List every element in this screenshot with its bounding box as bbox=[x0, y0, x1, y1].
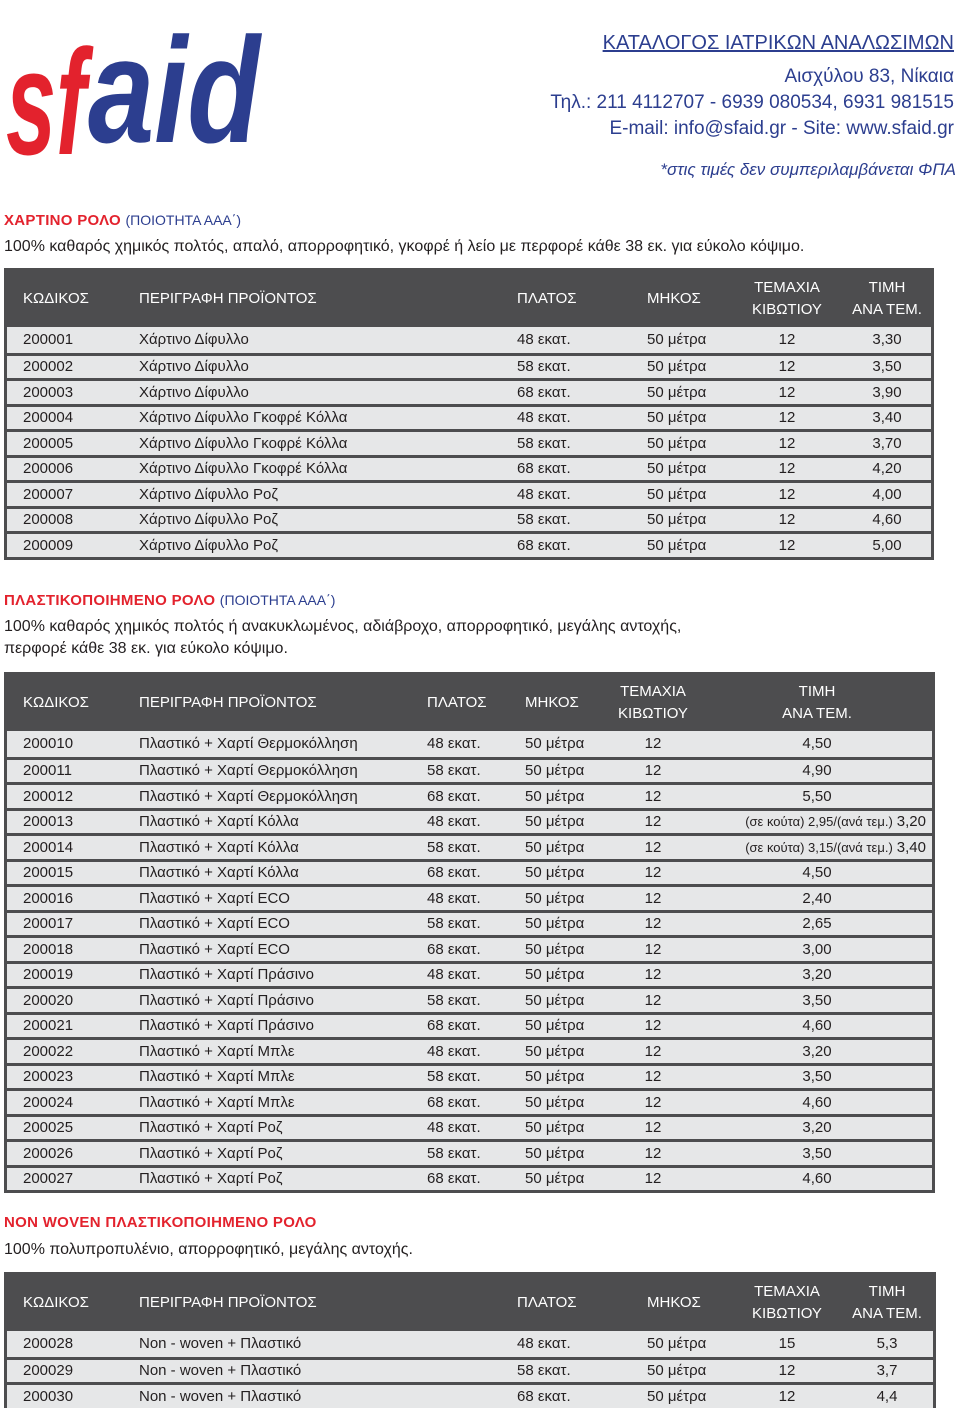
cell-pieces: 12 bbox=[778, 331, 796, 349]
cell-desc: Πλαστικό + Χαρτί Πράσινο bbox=[139, 1017, 314, 1035]
cell-pieces: 12 bbox=[644, 1119, 662, 1137]
section-title-paper-roll bbox=[4, 212, 241, 229]
cell-length: 50 μέτρα bbox=[525, 1017, 585, 1035]
cell-desc: Χάρτινο Δίφυλλο Γκοφρέ Κόλλα bbox=[139, 409, 348, 427]
cell-width: 58 εκατ. bbox=[427, 1144, 481, 1162]
section-description bbox=[4, 616, 681, 660]
cell-width: 68 εκατ. bbox=[427, 787, 481, 805]
cell-price: 3,30 bbox=[872, 331, 902, 349]
cell-desc: Χάρτινο Δίφυλλο bbox=[139, 383, 249, 401]
cell-code: 200005 bbox=[23, 434, 74, 452]
cell-desc: Πλαστικό + Χαρτί Πράσινο bbox=[139, 966, 314, 984]
cell-width: 68 εκατ. bbox=[517, 383, 571, 401]
cell-pieces: 12 bbox=[644, 1144, 662, 1162]
column-header-width: ΠΛΑΤΟΣ bbox=[517, 290, 577, 307]
cell-pieces: 12 bbox=[644, 787, 662, 805]
price-note: (σε κούτα) 3,15/(ανά τεμ.) bbox=[745, 839, 893, 855]
cell-pieces: 12 bbox=[644, 966, 662, 984]
cell-pieces: 12 bbox=[644, 762, 662, 780]
cell-width: 48 εκατ. bbox=[427, 966, 481, 984]
cell-desc: Χάρτινο Δίφυλλο Ροζ bbox=[139, 536, 278, 554]
table-row bbox=[7, 1037, 932, 1063]
cell-price: 3,00 bbox=[802, 940, 832, 958]
cell-price: 3,40 bbox=[872, 409, 902, 427]
cell-code: 200030 bbox=[23, 1387, 74, 1405]
cell-code: 200001 bbox=[23, 331, 74, 349]
cell-desc: Χάρτινο Δίφυλλο Ροζ bbox=[139, 485, 278, 503]
table-row bbox=[7, 782, 932, 808]
cell-code: 200013 bbox=[23, 813, 74, 831]
cell-length: 50 μέτρα bbox=[647, 1362, 707, 1380]
cell-price: 3,20 bbox=[802, 966, 832, 984]
cell-price: 5,50 bbox=[802, 787, 832, 805]
cell-price: 4,90 bbox=[802, 762, 832, 780]
cell-pieces: 12 bbox=[644, 1093, 662, 1111]
table-row bbox=[7, 1331, 933, 1357]
table-row bbox=[7, 757, 932, 783]
column-header-desc: ΠΕΡΙΓΡΑΦΗ ΠΡΟΪΟΝΤΟΣ bbox=[139, 290, 317, 307]
cell-width: 68 εκατ. bbox=[427, 1170, 481, 1188]
cell-price: 4,60 bbox=[802, 1017, 832, 1035]
cell-code: 200012 bbox=[23, 787, 74, 805]
cell-width: 48 εκατ. bbox=[427, 1119, 481, 1137]
table-row bbox=[7, 884, 932, 910]
cell-width: 48 εκατ. bbox=[517, 1335, 571, 1353]
cell-length: 50 μέτρα bbox=[647, 1335, 707, 1353]
cell-price: 2,40 bbox=[802, 889, 832, 907]
table-row bbox=[7, 808, 932, 834]
cell-code: 200021 bbox=[23, 1017, 74, 1035]
cell-length: 50 μέτρα bbox=[647, 383, 707, 401]
cell-desc: Χάρτινο Δίφυλλο bbox=[139, 331, 249, 349]
cell-code: 200028 bbox=[23, 1335, 74, 1353]
cell-desc: Πλαστικό + Χαρτί ECO bbox=[139, 940, 290, 958]
cell-length: 50 μέτρα bbox=[525, 1144, 585, 1162]
cell-code: 200020 bbox=[23, 991, 74, 1009]
table-header bbox=[7, 271, 931, 327]
table-row bbox=[7, 833, 932, 859]
cell-pieces: 12 bbox=[778, 1387, 796, 1405]
table-row bbox=[7, 327, 931, 353]
table-row bbox=[7, 1139, 932, 1165]
svg-text:aid: aid bbox=[88, 6, 263, 164]
cell-desc: Πλαστικό + Χαρτί Ροζ bbox=[139, 1170, 283, 1188]
cell-length: 50 μέτρα bbox=[647, 511, 707, 529]
description-line: περφορέ κάθε 38 εκ. για εύκολο κόψιμο. bbox=[4, 640, 288, 657]
cell-pieces: 12 bbox=[778, 358, 796, 376]
cell-desc: Πλαστικό + Χαρτί Κόλλα bbox=[139, 838, 299, 856]
table-row bbox=[7, 910, 932, 936]
column-header-price: ΤΙΜΗ ΑΝΑ ΤΕΜ. bbox=[852, 279, 922, 318]
cell-length: 50 μέτρα bbox=[647, 485, 707, 503]
cell-desc: Πλαστικό + Χαρτί Κόλλα bbox=[139, 813, 299, 831]
column-header-desc: ΠΕΡΙΓΡΑΦΗ ΠΡΟΪΟΝΤΟΣ bbox=[139, 694, 317, 711]
cell-code: 200007 bbox=[23, 485, 74, 503]
cell-pieces: 12 bbox=[778, 383, 796, 401]
cell-pieces: 12 bbox=[644, 1042, 662, 1060]
column-header-width: ΠΛΑΤΟΣ bbox=[427, 694, 487, 711]
cell-price: 5,3 bbox=[876, 1335, 898, 1353]
cell-width: 58 εκατ. bbox=[517, 511, 571, 529]
description-line: 100% καθαρός χημικός πολτός ή ανακυκλωμένος, αδιάβροχο, απορροφητικό, μεγάλης αντοχής, bbox=[4, 618, 682, 635]
cell-width: 58 εκατ. bbox=[427, 915, 481, 933]
cell-price: 4,60 bbox=[802, 1170, 832, 1188]
cell-pieces: 12 bbox=[644, 991, 662, 1009]
cell-code: 200027 bbox=[23, 1170, 74, 1188]
cell-length: 50 μέτρα bbox=[525, 1119, 585, 1137]
cell-pieces: 12 bbox=[778, 1362, 796, 1380]
cell-price bbox=[745, 836, 926, 859]
cell-price: 4,50 bbox=[802, 735, 832, 753]
cell-desc: Πλαστικό + Χαρτί Κόλλα bbox=[139, 864, 299, 882]
cell-price: 3,50 bbox=[802, 1068, 832, 1086]
cell-desc: Non - woven + Πλαστικό bbox=[139, 1362, 302, 1380]
cell-pieces: 12 bbox=[644, 940, 662, 958]
cell-width: 58 εκατ. bbox=[517, 434, 571, 452]
cell-code: 200006 bbox=[23, 460, 74, 478]
company-phone: Τηλ.: 211 4112707 - 6939 080534, 6931 981515 bbox=[550, 92, 954, 113]
cell-length: 50 μέτρα bbox=[525, 915, 585, 933]
cell-code: 200009 bbox=[23, 536, 74, 554]
table-row bbox=[7, 506, 931, 532]
cell-pieces: 12 bbox=[644, 1017, 662, 1035]
cell-length: 50 μέτρα bbox=[647, 536, 707, 554]
table-row bbox=[7, 480, 931, 506]
cell-width: 68 εκατ. bbox=[427, 1017, 481, 1035]
cell-price: 5,00 bbox=[872, 536, 902, 554]
cell-width: 48 εκατ. bbox=[517, 331, 571, 349]
cell-width: 68 εκατ. bbox=[517, 460, 571, 478]
cell-width: 68 εκατ. bbox=[427, 940, 481, 958]
cell-width: 58 εκατ. bbox=[427, 838, 481, 856]
table-row bbox=[7, 731, 932, 757]
table-row bbox=[7, 455, 931, 481]
cell-price: 3,50 bbox=[802, 1144, 832, 1162]
cell-desc: Πλαστικό + Χαρτί Θερμοκόλληση bbox=[139, 762, 358, 780]
cell-width: 48 εκατ. bbox=[517, 409, 571, 427]
cell-price: 3,7 bbox=[876, 1362, 898, 1380]
cell-pieces: 12 bbox=[644, 1170, 662, 1188]
cell-code: 200019 bbox=[23, 966, 74, 984]
section-title-text: ΠΛΑΣΤΙΚΟΠΟΙΗΜΕΝΟ ΡΟΛΟ bbox=[4, 592, 216, 609]
cell-desc: Πλαστικό + Χαρτί Μπλε bbox=[139, 1042, 295, 1060]
cell-length: 50 μέτρα bbox=[525, 991, 585, 1009]
table-row bbox=[7, 859, 932, 885]
products-table-nonwoven-roll bbox=[4, 1272, 936, 1408]
cell-code: 200002 bbox=[23, 358, 74, 376]
cell-price: 4,50 bbox=[802, 864, 832, 882]
cell-length: 50 μέτρα bbox=[525, 813, 585, 831]
cell-width: 48 εκατ. bbox=[517, 485, 571, 503]
cell-width: 48 εκατ. bbox=[427, 889, 481, 907]
cell-pieces: 12 bbox=[644, 1068, 662, 1086]
section-quality: (ΠΟΙΟΤΗΤΑ ΑΑΑ΄) bbox=[219, 592, 336, 608]
cell-desc: Χάρτινο Δίφυλλο Γκοφρέ Κόλλα bbox=[139, 460, 348, 478]
cell-code: 200004 bbox=[23, 409, 74, 427]
cell-price: 3,50 bbox=[802, 991, 832, 1009]
cell-length: 50 μέτρα bbox=[647, 409, 707, 427]
cell-pieces: 12 bbox=[644, 889, 662, 907]
cell-length: 50 μέτρα bbox=[647, 434, 707, 452]
vat-note: *στις τιμές δεν συμπεριλαμβάνεται ΦΠΑ bbox=[660, 160, 956, 179]
cell-desc: Non - woven + Πλαστικό bbox=[139, 1335, 302, 1353]
cell-width: 58 εκατ. bbox=[427, 1068, 481, 1086]
cell-pieces: 15 bbox=[778, 1335, 796, 1353]
products-table-paper-roll bbox=[4, 268, 934, 560]
cell-price: 3,70 bbox=[872, 434, 902, 452]
column-header-code: ΚΩΔΙΚΟΣ bbox=[23, 1294, 89, 1311]
cell-width: 48 εκατ. bbox=[427, 1042, 481, 1060]
cell-width: 48 εκατ. bbox=[427, 735, 481, 753]
cell-desc: Χάρτινο Δίφυλλο Γκοφρέ Κόλλα bbox=[139, 434, 348, 452]
cell-code: 200003 bbox=[23, 383, 74, 401]
catalog-title: ΚΑΤΑΛΟΓΟΣ ΙΑΤΡΙΚΩΝ ΑΝΑΛΩΣΙΜΩΝ bbox=[602, 32, 954, 54]
table-row bbox=[7, 1165, 932, 1191]
cell-pieces: 12 bbox=[778, 460, 796, 478]
cell-price: 3,20 bbox=[802, 1042, 832, 1060]
column-header-code: ΚΩΔΙΚΟΣ bbox=[23, 290, 89, 307]
cell-price: 4,60 bbox=[872, 511, 902, 529]
cell-price: 4,20 bbox=[872, 460, 902, 478]
cell-price: 4,4 bbox=[876, 1387, 898, 1405]
cell-code: 200029 bbox=[23, 1362, 74, 1380]
cell-length: 50 μέτρα bbox=[525, 1068, 585, 1086]
cell-desc: Πλαστικό + Χαρτί ECO bbox=[139, 915, 290, 933]
cell-code: 200018 bbox=[23, 940, 74, 958]
description-line: 100% καθαρός χημικός πολτός, απαλό, απορροφητικό, γκοφρέ ή λείο με περφορέ κάθε 38 εκ. για εύκολο κόψιμο. bbox=[4, 238, 805, 255]
cell-length: 50 μέτρα bbox=[525, 762, 585, 780]
cell-length: 50 μέτρα bbox=[525, 1042, 585, 1060]
cell-code: 200025 bbox=[23, 1119, 74, 1137]
cell-length: 50 μέτρα bbox=[525, 940, 585, 958]
cell-pieces: 12 bbox=[644, 838, 662, 856]
cell-desc: Πλαστικό + Χαρτί Θερμοκόλληση bbox=[139, 735, 358, 753]
cell-length: 50 μέτρα bbox=[525, 1170, 585, 1188]
cell-code: 200014 bbox=[23, 838, 74, 856]
cell-length: 50 μέτρα bbox=[525, 1093, 585, 1111]
cell-width: 68 εκατ. bbox=[517, 536, 571, 554]
cell-pieces: 12 bbox=[644, 864, 662, 882]
cell-desc: Χάρτινο Δίφυλλο bbox=[139, 358, 249, 376]
cell-width: 68 εκατ. bbox=[427, 1093, 481, 1111]
cell-code: 200026 bbox=[23, 1144, 74, 1162]
column-header-price: ΤΙΜΗ ΑΝΑ ΤΕΜ. bbox=[782, 683, 852, 722]
section-title-plastic-roll bbox=[4, 592, 335, 609]
company-address: Αισχύλου 83, Νίκαια bbox=[784, 66, 954, 87]
price-note: (σε κούτα) 2,95/(ανά τεμ.) bbox=[745, 814, 893, 830]
column-header-price: ΤΙΜΗ ΑΝΑ ΤΕΜ. bbox=[852, 1283, 922, 1322]
cell-price: 4,00 bbox=[872, 485, 902, 503]
cell-length: 50 μέτρα bbox=[525, 889, 585, 907]
cell-desc: Πλαστικό + Χαρτί Μπλε bbox=[139, 1068, 295, 1086]
cell-width: 48 εκατ. bbox=[427, 813, 481, 831]
cell-code: 200010 bbox=[23, 735, 74, 753]
cell-code: 200017 bbox=[23, 915, 74, 933]
table-row bbox=[7, 429, 931, 455]
table-row bbox=[7, 353, 931, 379]
cell-width: 58 εκατ. bbox=[517, 1362, 571, 1380]
cell-code: 200008 bbox=[23, 511, 74, 529]
cell-width: 58 εκατ. bbox=[427, 991, 481, 1009]
cell-desc: Πλαστικό + Χαρτί Πράσινο bbox=[139, 991, 314, 1009]
table-row bbox=[7, 1382, 933, 1408]
cell-price: 2,65 bbox=[802, 915, 832, 933]
column-header-pieces: ΤΕΜΑΧΙΑ ΚΙΒΩΤΙΟΥ bbox=[752, 279, 822, 318]
cell-length: 50 μέτρα bbox=[647, 358, 707, 376]
column-header-pieces: ΤΕΜΑΧΙΑ ΚΙΒΩΤΙΟΥ bbox=[752, 1283, 822, 1322]
cell-pieces: 12 bbox=[778, 409, 796, 427]
cell-pieces: 12 bbox=[778, 485, 796, 503]
section-description bbox=[4, 1239, 413, 1261]
table-row bbox=[7, 1088, 932, 1114]
column-header-length: ΜΗΚΟΣ bbox=[647, 290, 701, 307]
cell-desc: Πλαστικό + Χαρτί ECO bbox=[139, 889, 290, 907]
cell-price bbox=[745, 811, 926, 834]
column-header-desc: ΠΕΡΙΓΡΑΦΗ ΠΡΟΪΟΝΤΟΣ bbox=[139, 1294, 317, 1311]
cell-code: 200022 bbox=[23, 1042, 74, 1060]
cell-code: 200016 bbox=[23, 889, 74, 907]
cell-length: 50 μέτρα bbox=[525, 864, 585, 882]
column-header-width: ΠΛΑΤΟΣ bbox=[517, 1294, 577, 1311]
cell-width: 68 εκατ. bbox=[427, 864, 481, 882]
table-row bbox=[7, 935, 932, 961]
table-row bbox=[7, 1357, 933, 1383]
section-title-text: ΧΑΡΤΙΝΟ ΡΟΛΟ bbox=[4, 212, 121, 229]
column-header-length: ΜΗΚΟΣ bbox=[647, 1294, 701, 1311]
company-email-site: E-mail: info@sfaid.gr - Site: www.sfaid.gr bbox=[609, 118, 954, 139]
table-row bbox=[7, 1012, 932, 1038]
cell-length: 50 μέτρα bbox=[525, 735, 585, 753]
cell-pieces: 12 bbox=[778, 434, 796, 452]
table-row bbox=[7, 531, 931, 557]
cell-price: 3,20 bbox=[802, 1119, 832, 1137]
table-header bbox=[7, 1275, 933, 1331]
cell-price: 3,50 bbox=[872, 358, 902, 376]
table-row bbox=[7, 986, 932, 1012]
sfaid-logo bbox=[4, 4, 266, 164]
cell-pieces: 12 bbox=[778, 536, 796, 554]
cell-length: 50 μέτρα bbox=[525, 966, 585, 984]
cell-width: 58 εκατ. bbox=[517, 358, 571, 376]
cell-width: 58 εκατ. bbox=[427, 762, 481, 780]
table-row bbox=[7, 1114, 932, 1140]
cell-price: 3,90 bbox=[872, 383, 902, 401]
cell-length: 50 μέτρα bbox=[525, 787, 585, 805]
cell-price: 4,60 bbox=[802, 1093, 832, 1111]
table-row bbox=[7, 1063, 932, 1089]
table-row bbox=[7, 404, 931, 430]
cell-length: 50 μέτρα bbox=[525, 838, 585, 856]
section-title-text: NON WOVEN ΠΛΑΣΤΙΚΟΠΟΙΗΜΕΝΟ ΡΟΛΟ bbox=[4, 1214, 317, 1231]
svg-text:sf: sf bbox=[6, 18, 94, 164]
cell-pieces: 12 bbox=[644, 735, 662, 753]
section-title-nonwoven-roll bbox=[4, 1214, 317, 1231]
price-value: 3,40 bbox=[896, 838, 926, 856]
cell-pieces: 12 bbox=[778, 511, 796, 529]
description-line: 100% πολυπροπυλένιο, απορροφητικό, μεγάλης αντοχής. bbox=[4, 1241, 413, 1258]
cell-length: 50 μέτρα bbox=[647, 460, 707, 478]
column-header-code: ΚΩΔΙΚΟΣ bbox=[23, 694, 89, 711]
cell-desc: Πλαστικό + Χαρτί Ροζ bbox=[139, 1119, 283, 1137]
cell-code: 200015 bbox=[23, 864, 74, 882]
price-value: 3,20 bbox=[896, 813, 926, 831]
table-header bbox=[7, 675, 932, 731]
cell-desc: Πλαστικό + Χαρτί Ροζ bbox=[139, 1144, 283, 1162]
cell-code: 200024 bbox=[23, 1093, 74, 1111]
table-row bbox=[7, 961, 932, 987]
cell-code: 200011 bbox=[23, 762, 72, 780]
cell-code: 200023 bbox=[23, 1068, 74, 1086]
section-quality: (ΠΟΙΟΤΗΤΑ ΑΑΑ΄) bbox=[125, 212, 242, 228]
table-row bbox=[7, 378, 931, 404]
cell-length: 50 μέτρα bbox=[647, 1387, 707, 1405]
cell-desc: Χάρτινο Δίφυλλο Ροζ bbox=[139, 511, 278, 529]
cell-pieces: 12 bbox=[644, 915, 662, 933]
cell-desc: Πλαστικό + Χαρτί Θερμοκόλληση bbox=[139, 787, 358, 805]
section-description bbox=[4, 236, 804, 258]
cell-desc: Πλαστικό + Χαρτί Μπλε bbox=[139, 1093, 295, 1111]
column-header-length: ΜΗΚΟΣ bbox=[525, 694, 579, 711]
cell-length: 50 μέτρα bbox=[647, 331, 707, 349]
cell-pieces: 12 bbox=[644, 813, 662, 831]
company-info bbox=[354, 32, 954, 142]
cell-width: 68 εκατ. bbox=[517, 1387, 571, 1405]
column-header-pieces: ΤΕΜΑΧΙΑ ΚΙΒΩΤΙΟΥ bbox=[618, 683, 688, 722]
cell-desc: Non - woven + Πλαστικό bbox=[139, 1387, 302, 1405]
products-table-plastic-roll bbox=[4, 672, 935, 1193]
